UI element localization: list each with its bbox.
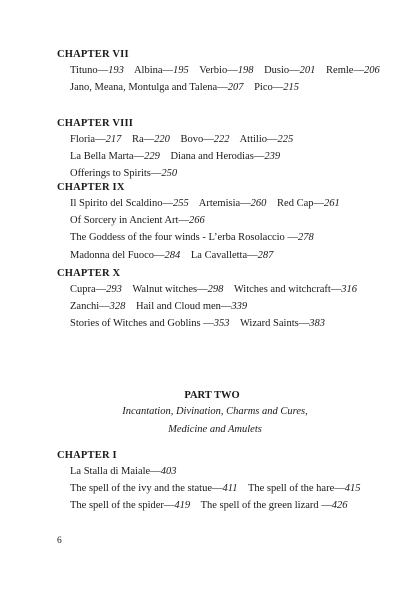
page-number: 278 <box>297 232 314 244</box>
toc-entry: La Cavalletta—287 <box>190 249 274 261</box>
toc-entry: La Bella Marta—229 <box>70 151 160 163</box>
toc-entry: Of Sorcery in Ancient Art—266 <box>70 215 205 227</box>
toc-line <box>57 463 377 480</box>
page-number: 207 <box>227 82 244 94</box>
chapter-block <box>57 48 380 96</box>
page-number: 403 <box>160 466 177 477</box>
page-number: 415 <box>344 483 361 495</box>
toc-line <box>57 131 377 148</box>
part-subtitle: Medicine and Amulets <box>168 423 262 435</box>
toc-entry: Walnut witches—298 <box>132 284 224 295</box>
toc-line <box>57 62 380 79</box>
toc-entry: Red Cap—261 <box>277 198 340 209</box>
chapter-block <box>57 449 377 515</box>
page-number: 193 <box>108 65 124 76</box>
toc-entry: Floria—217 <box>70 134 122 145</box>
toc-entry: Witches and witchcraft—316 <box>233 284 358 295</box>
toc-line <box>57 298 377 315</box>
chapter-block <box>57 267 377 333</box>
toc-line <box>57 195 377 212</box>
part-title: PART TWO <box>184 390 240 401</box>
toc-line <box>57 148 377 165</box>
toc-entry: Attilio—225 <box>239 134 294 145</box>
toc-line <box>57 212 377 229</box>
chapter-block <box>57 117 377 183</box>
toc-line <box>57 480 377 497</box>
chapter-heading: CHAPTER I <box>57 450 117 461</box>
toc-entry: Madonna del Fuoco—284 <box>70 249 181 261</box>
toc-entry: Zanchi—328 <box>70 301 126 313</box>
part-heading-block <box>0 389 416 438</box>
page-number: 316 <box>341 284 358 295</box>
page-number: 287 <box>257 249 274 261</box>
toc-entry: Bovo—222 <box>180 134 230 145</box>
page-number: 298 <box>207 284 224 295</box>
page-number: 201 <box>299 65 316 76</box>
toc-entry: The spell of the green lizard —426 <box>200 500 348 512</box>
toc-line <box>57 229 377 246</box>
toc-entry: Diana and Herodias—239 <box>170 151 281 163</box>
page-number: 339 <box>231 301 248 313</box>
page-number: 255 <box>172 198 189 209</box>
page-number: 293 <box>106 284 122 295</box>
chapter-block <box>57 181 377 264</box>
page-number: 229 <box>144 151 160 163</box>
page-number: 250 <box>161 168 178 180</box>
page-number: 426 <box>331 500 348 512</box>
page-number: 328 <box>109 301 126 313</box>
page-number: 383 <box>309 318 325 330</box>
toc-entry: Il Spirito del Scaldino—255 <box>70 198 189 209</box>
page-number: 217 <box>105 134 122 145</box>
toc-entry: Jano, Meana, Montulga and Talena—207 <box>70 82 244 94</box>
toc-entry: Stories of Witches and Goblins —353 <box>70 318 230 330</box>
page-number: 215 <box>283 82 299 94</box>
page-number: 198 <box>237 65 254 76</box>
page-number: 411 <box>222 483 238 495</box>
toc-entry: The spell of the hare—415 <box>247 483 361 495</box>
page-number: 353 <box>213 318 230 330</box>
toc-line <box>57 79 377 96</box>
page-number: 419 <box>174 500 191 512</box>
page-number: 239 <box>264 151 281 163</box>
folio-page-number: 6 <box>57 536 62 546</box>
toc-entry: Artemisia—260 <box>198 198 267 209</box>
toc-entry: Pico—215 <box>254 82 299 94</box>
toc-entry: Cupra—293 <box>70 284 122 295</box>
toc-entry: The Goddess of the four winds - L’erba Rosolaccio —278 <box>70 232 314 244</box>
part-subtitle: Incantation, Divination, Charms and Cures, <box>122 406 308 417</box>
toc-entry: La Stalla di Maiale—403 <box>70 466 177 477</box>
toc-entry: Remle—206 <box>326 65 380 76</box>
page-number: 260 <box>250 198 267 209</box>
chapter-heading: CHAPTER IX <box>57 182 125 193</box>
toc-entry: Dusio—201 <box>264 65 316 76</box>
toc-entry: Offerings to Spirits—250 <box>70 168 178 180</box>
page-number: 266 <box>188 215 205 227</box>
page-number: 284 <box>164 249 181 261</box>
toc-entry: Verbio—198 <box>199 65 254 76</box>
chapter-heading: CHAPTER X <box>57 268 121 279</box>
toc-entry: The spell of the spider—419 <box>70 500 191 512</box>
toc-entry: Hail and Cloud men—339 <box>136 301 248 313</box>
toc-line <box>57 281 377 298</box>
toc-entry: The spell of the ivy and the statue—411 <box>70 483 238 495</box>
page-number: 261 <box>323 198 340 209</box>
toc-line <box>57 165 377 182</box>
toc-entry: Albina—195 <box>133 65 189 76</box>
toc-line <box>57 497 377 514</box>
chapter-heading: CHAPTER VIII <box>57 118 134 129</box>
page-number: 225 <box>277 134 294 145</box>
page-number: 195 <box>173 65 189 76</box>
page-number: 220 <box>154 134 170 145</box>
toc-line <box>57 315 377 332</box>
toc-entry: Ra—220 <box>131 134 170 145</box>
toc-line <box>57 247 377 264</box>
page-number: 222 <box>213 134 230 145</box>
toc-entry: Wizard Saints—383 <box>239 318 325 330</box>
page-number: 206 <box>363 65 380 76</box>
toc-entry: Tituno—193 <box>70 65 124 76</box>
chapter-heading: CHAPTER VII <box>57 49 129 60</box>
